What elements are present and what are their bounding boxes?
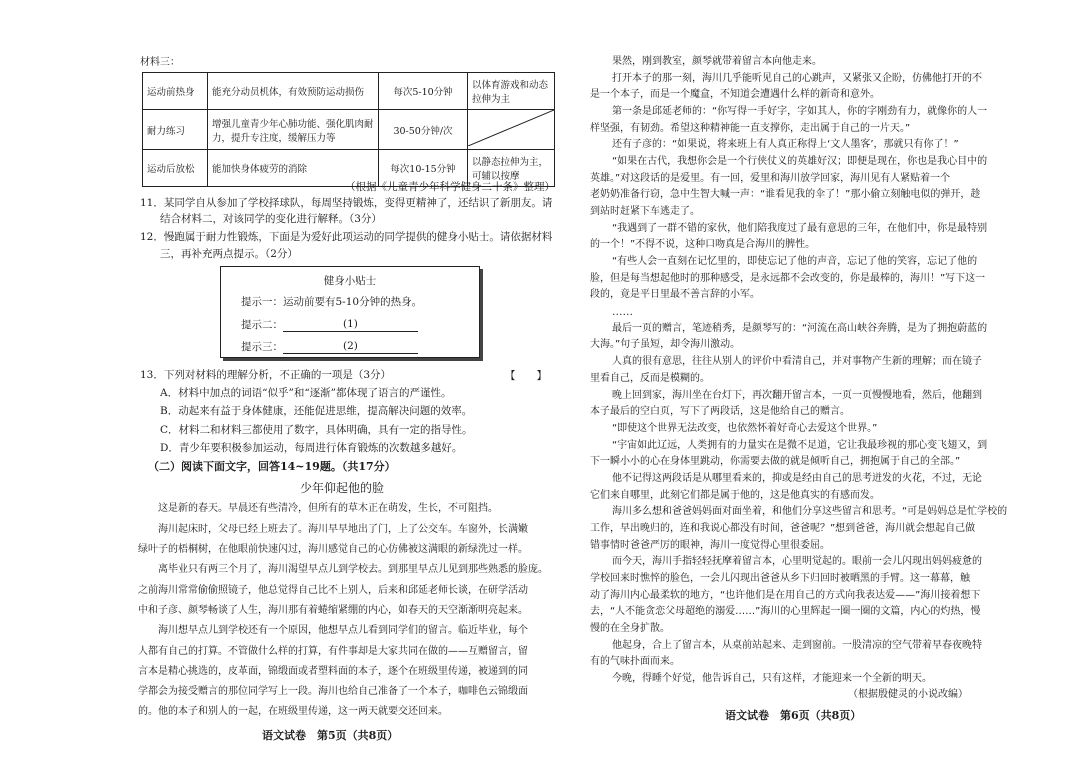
question-12: 12．慢跑属于耐力性锻炼，下面是为爱好此项运动的同学提供的健身小贴士。请依据材料	[140, 231, 553, 243]
tip-one: 提示一：运动前要有5-10分钟的热身。	[241, 296, 423, 308]
tip-two-label: 提示二：	[241, 319, 283, 331]
answer-bracket[interactable]: 【 】	[505, 370, 547, 382]
story-paragraph: “即使这个世界无法改变，也依然怀着好奇心去爱这个世界。”	[612, 423, 878, 434]
story-paragraph: 中和子彦、颜琴畅谈了人生，海川那有着蜷缩紧绷的内心，如春天的天空渐渐明亮起来。	[138, 605, 528, 616]
table-cell: 增强儿童青少年心肺功能、强化肌肉耐力，提升专注度，缓解压力等	[208, 110, 379, 150]
table-cell: 运动前热身	[143, 73, 208, 110]
answer-blank-2[interactable]	[283, 342, 418, 354]
story-paragraph: 绿叶子的梧桐树，在他眼前快速闪过，海川感觉自己的心仿佛被这满眼的新绿洗过一样。	[138, 544, 528, 555]
story-paragraph: 今晚，得睡个好觉，他告诉自己，只有这样，才能迎来一个全新的明天。	[612, 673, 932, 684]
story-paragraph: 的。他的本子和别人的一起，在班级里传递，这一两天就要交还回来。	[138, 706, 448, 717]
question-11-cont: 结合材料二，对该同学的变化进行解释。（3分）	[160, 213, 382, 225]
story-paragraph: 他起身，合上了留言本，从桌前站起来、走到窗前。一股清凉的空气带着早春夜晚特	[612, 640, 982, 651]
page-footer-right: 语文试卷 第6页（共8页）	[725, 709, 862, 722]
ellipsis: ……	[612, 306, 633, 318]
story-paragraph: 学都会为接受赠言的那位同学写上一段。海川也给自己准备了一个本子，咖啡色云锦缎面	[138, 686, 528, 697]
story-paragraph: 人都有自己的打算。不管做什么样的打算，有件事却是大家共同在做的——互赠留言，留	[138, 646, 528, 657]
story-paragraph: “我遇到了一群不错的家伙，他们陪我度过了最有意思的三年，在他们中，你是最特别	[612, 223, 988, 234]
table-row	[143, 73, 555, 110]
story-paragraph: 学校回来时憔悴的脸色，一会儿闪现出爸爸从乡下归回时被晒黑的手臂。这一幕幕，触	[590, 573, 970, 584]
diagonal-line	[468, 110, 554, 146]
question-13: 13．下列对材料的理解分析，不正确的一项是（3分）	[140, 369, 392, 381]
question-12-cont: 三，再补充两点提示。（2分）	[160, 248, 298, 260]
story-paragraph: 慢的在全身扩散。	[590, 623, 670, 634]
story-paragraph: 人真的很有意思，往往从别人的评价中看清自己，并对事物产生新的理解；而在镜子	[612, 356, 982, 367]
tip-three-label: 提示三：	[241, 341, 283, 353]
story-paragraph: 本子最后的空白页，写下了两段话，这是他给自己的赠言。	[590, 406, 850, 417]
source-note: （根据殷健灵的小说改编）	[848, 689, 968, 700]
table-cell: 能充分动员机体，有效预防运动损伤	[208, 73, 379, 110]
table-cell: 以静态拉伸为主，可辅以按摩	[468, 150, 555, 187]
question-11: 11．某同学自从参加了学校择球队，每周坚持锻炼，变得更精神了，还结识了新朋友。请	[140, 197, 553, 209]
story-paragraph: 段的，竟是平日里最不善言辞的小军。	[590, 289, 760, 300]
story-paragraph: 里看自己，反而是模糊的。	[590, 373, 710, 384]
story-paragraph: 晚上回到家，海川坐在台灯下，再次翻开留言本，一页一页慢慢地看，然后，他翻到	[612, 390, 982, 401]
story-paragraph: 到站时赶紧下车逃走了。	[590, 206, 700, 217]
story-paragraph: 他不记得这两段话是从哪里看来的，抑或是经由自己的思考迸发的火花，不过，无论	[612, 473, 982, 484]
fitness-tip-box	[220, 266, 480, 358]
story-paragraph: 果然，刚到教室，颜琴就带着留言本向他走来。	[612, 56, 822, 67]
story-paragraph: “如果在古代，我想你会是一个行侠仗义的英雄好汉；即便是现在，你也是我心目中的	[612, 156, 988, 167]
blank-number: (1)	[343, 318, 358, 330]
table-cell-diagonal	[468, 110, 555, 150]
table-cell: 每次10-15分钟	[379, 150, 468, 187]
story-paragraph: “有些人会一直刻在记忆里的，即使忘记了他的声音，忘记了他的笑容，忘记了他的	[612, 256, 978, 267]
story-paragraph: 的一个！”不得不说，这种口吻真是合海川的脾性。	[590, 239, 816, 250]
story-paragraph: 打开本子的那一刻，海川几乎能听见自己的心跳声，又紧张又企盼，仿佛他打开的不	[612, 73, 982, 84]
option-c: C．材料二和材料三都使用了数字，具体明确，具有一定的指导性。	[160, 424, 473, 436]
story-paragraph: 第一条是邱延老师的：“你写得一手好字，字如其人，你的字刚劲有力，就像你的人一	[612, 106, 988, 117]
option-b: B．动起来有益于身体健康，还能促进思维，提高解决问题的效率。	[160, 405, 473, 417]
story-paragraph: 大海。”句子虽短，却令海川激动。	[590, 339, 741, 350]
story-paragraph: 错事情时爸爸严厉的眼神，海川一度觉得心里很委屈。	[590, 540, 830, 551]
table-cell: 能加快身体疲劳的消除	[208, 150, 379, 187]
table-cell: 耐力练习	[143, 110, 208, 150]
table-row	[143, 110, 555, 150]
story-paragraph: 这是新的春天。早晨还有些清冷，但所有的草木正在萌发，生长，不可阻挡。	[158, 503, 498, 514]
tip-box-title: 健身小贴士	[323, 275, 377, 287]
story-paragraph: 言本是精心挑选的，皮革面，锦缎面或者塑料面的本子，逐个在班级里传递，被递到的同	[138, 666, 528, 677]
story-paragraph: 还有子彦的：“如果说，将来班上有人真正称得上‘文人墨客’，那就只有你了！”	[612, 139, 959, 150]
material-label: 材料三：	[140, 57, 180, 68]
story-paragraph: 离毕业只有两三个月了，海川渴望早点儿到学校去。到那里早点儿见到那些熟悉的脸庞。	[158, 564, 548, 575]
story-paragraph: 老奶奶准备行窃，急中生智大喊一声：“谁看见我的伞了！”那小偷立刻触电似的弹开，趁	[590, 189, 981, 200]
table-cell: 运动后放松	[143, 150, 208, 187]
story-paragraph: 海川起床时，父母已经上班去了。海川早早地出了门，上了公交车。车窗外，长满嫩	[158, 524, 528, 535]
source-note: （根据《儿童青少年科学健身二十条》整理）	[345, 181, 555, 193]
tip-three	[241, 339, 418, 354]
option-d: D．青少年要积极参加运动，每周进行体育锻炼的次数越多越好。	[160, 442, 463, 454]
answer-blank-1[interactable]	[283, 320, 418, 332]
story-paragraph: 之前海川常常偷偷照镜子，他总觉得自己比不上别人，后来和邱延老师长谈，在研学活动	[138, 585, 528, 596]
story-paragraph: 样坚强，有韧劲。希望这种精神能一直支撑你，走出属于自己的一片天。”	[590, 123, 911, 134]
story-paragraph: 是一个本子，而是一个魔盒，不知道会遭遇什么样的新奇和意外。	[590, 89, 880, 100]
story-paragraph: 而今天，海川手指轻轻抚摩着留言本，心里明觉起的。眼前一会儿闪现出妈妈疲惫的	[612, 556, 982, 567]
story-paragraph: 下一瞬小小的心在身体里跳动，你需要去做的就是倾听自己，拥抱属于自己的全部。”	[590, 456, 961, 467]
story-paragraph: 去，“人不能贪恋父母超绝的溺爱……”海川的心里辉起一圈一圈的文篇，内心的灼热，慢	[590, 606, 981, 617]
story-paragraph: 工作，早出晚归的，连和我说心都没有时间，爸爸呢？”想到爸爸，海川就会想起自己做	[590, 523, 976, 534]
story-paragraph: “宇宙如此辽远，人类拥有的力量实在是微不足道，它让我最珍视的那心变飞翅又，到	[612, 440, 988, 451]
blank-number: (2)	[343, 340, 358, 352]
table-cell: 每次5-10分钟	[379, 73, 468, 110]
page-footer-left: 语文试卷 第5页（共8页）	[262, 729, 399, 742]
story-paragraph: 英雄。”对这段话的是爱里。有一回，爱里和海川放学回家，海川见有人紧贴着一个	[590, 173, 951, 184]
story-title: 少年仰起他的脸	[300, 481, 385, 495]
option-a: A．材料中加点的词语“似乎”和“逐渐”都体现了语言的严谨性。	[160, 387, 452, 399]
table-cell: 以体育游戏和动态拉伸为主	[468, 73, 555, 110]
story-paragraph: 脸，但是每当想起他时的那种感受，是永远都不会改变的，你是最棒的，海川！”写下这一	[590, 273, 986, 284]
material-table	[142, 72, 555, 187]
story-paragraph: 最后一页的赠言，笔迹稍秀，是颜琴写的：“河流在高山峡谷奔腾，是为了拥抱蔚蓝的	[612, 323, 988, 334]
story-paragraph: 有的气味扑面而来。	[590, 656, 680, 667]
story-paragraph: 它们来自哪里，此刻它们都是属于他的，这是他真实的有感而发。	[590, 490, 880, 501]
story-paragraph: 动了海川内心最柔软的地方，“也许他们是在用自己的方式向我表达爱——”海川接着想下	[590, 590, 981, 601]
story-paragraph: 海川想早点儿到学校还有一个原因，他想早点儿看到同学们的留言。临近毕业，每个	[158, 625, 528, 636]
tip-two	[241, 317, 418, 332]
table-cell: 30-50分钟/次	[379, 110, 468, 150]
section-heading: （二）阅读下面文字，回答14~19题。（共17分）	[148, 460, 396, 473]
story-paragraph: 海川多么想和爸爸妈妈面对面坐着，和他们分享这些留言和思考。“可是妈妈总是忙学校的	[612, 506, 1008, 517]
